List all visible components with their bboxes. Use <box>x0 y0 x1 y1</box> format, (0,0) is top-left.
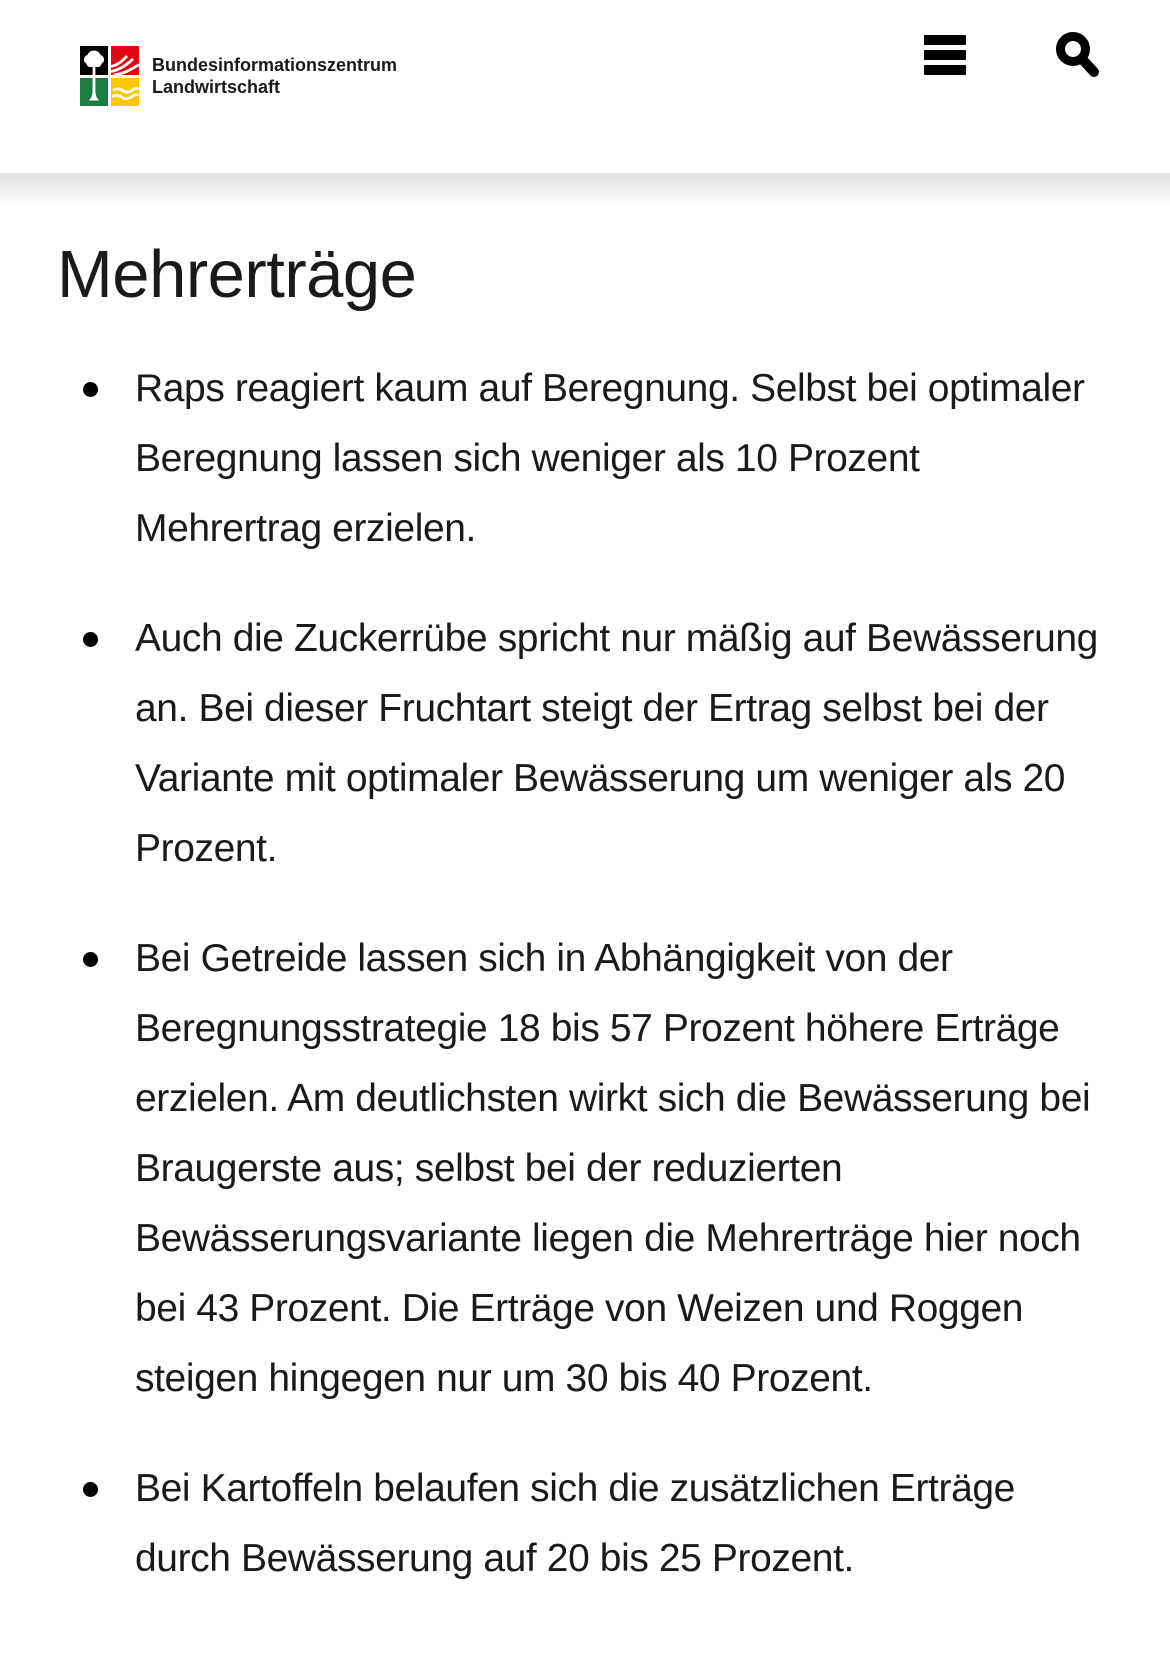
header-shadow-divider <box>0 173 1170 209</box>
search-button[interactable] <box>1054 30 1102 80</box>
list-item-text: Bei Getreide lassen sich in Abhängigkeit von der Beregnungsstrategie 18 bis 57 Prozent höhere Erträge erzielen. Am deutlichsten wirkt sich die Bewässerung bei Braugerste aus; selbst bei der reduzierten Bewässerungsvariante liegen die Mehrerträge hier noch bei 43 Prozent. Die Erträge von Weizen und Roggen steigen hingegen nur um 30 bis 40 Prozent. <box>135 937 1091 1400</box>
page-title: Mehrerträge <box>57 237 417 312</box>
hamburger-icon <box>924 35 966 45</box>
list-item <box>57 354 1113 564</box>
list-item <box>57 1454 1113 1594</box>
header-actions <box>924 0 1170 110</box>
ble-tree-logo-icon <box>80 46 139 106</box>
hamburger-menu-button[interactable] <box>924 35 966 75</box>
list-item-text: Raps reagiert kaum auf Beregnung. Selbst bei optimaler Beregnung lassen sich weniger als 10 Prozent Mehrertrag erzielen. <box>135 367 1085 550</box>
logo-title <box>152 54 397 98</box>
list-item-text: Bei Kartoffeln belaufen sich die zusätzlichen Erträge durch Bewässerung auf 20 bis 25 Prozent. <box>135 1467 1015 1580</box>
site-logo[interactable] <box>80 46 397 106</box>
bullet-list <box>57 354 1113 1594</box>
list-item-text: Auch die Zuckerrübe spricht nur mäßig auf Bewässerung an. Bei dieser Fruchtart steigt der Ertrag selbst bei der Variante mit optimaler Bewässerung um weniger als 20 Prozent. <box>135 617 1098 870</box>
site-header <box>0 0 1170 173</box>
search-icon <box>1054 30 1102 80</box>
logo-title-line1: Bundesinformationszentrum <box>152 55 398 75</box>
list-item <box>57 924 1113 1414</box>
logo-title-line2: Landwirtschaft <box>152 77 281 97</box>
list-item <box>57 604 1113 884</box>
main-content <box>0 235 1170 1594</box>
